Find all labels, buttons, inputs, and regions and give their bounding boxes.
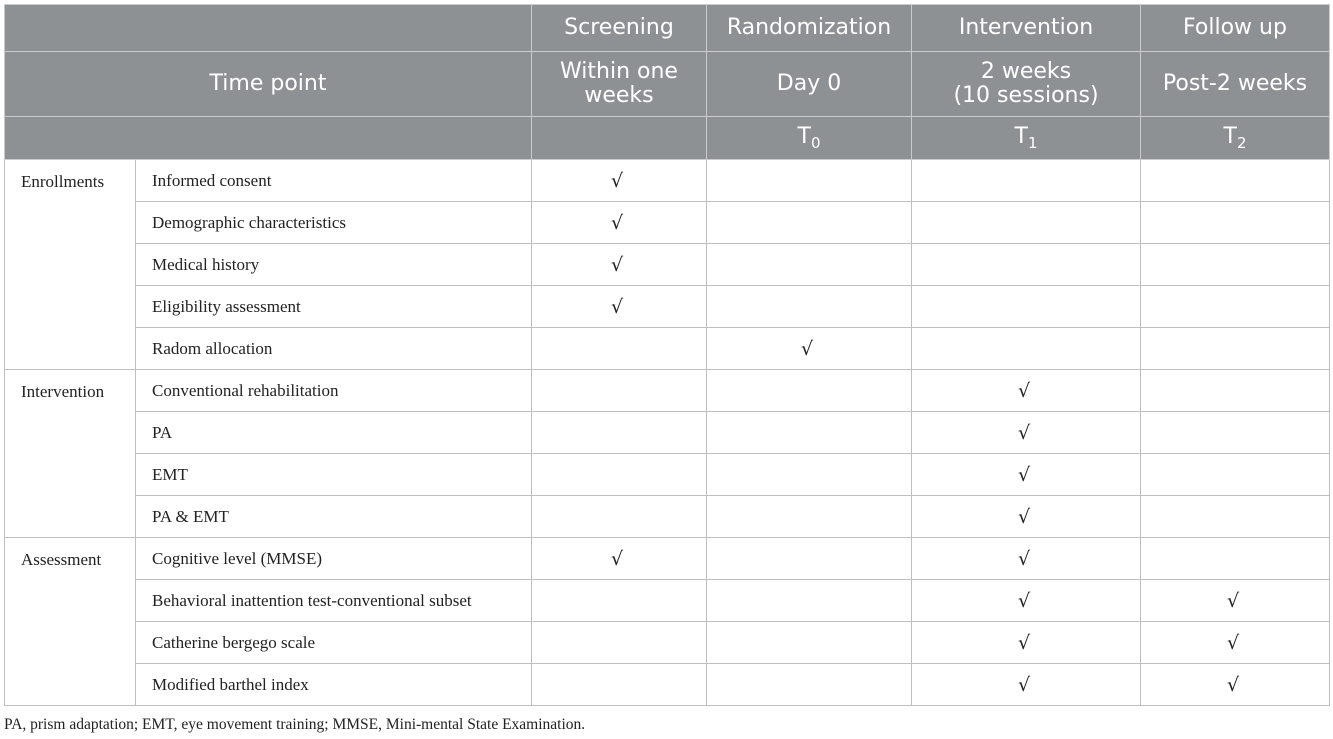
header-row-phase [5,5,1330,52]
cell-t2 [1141,538,1330,580]
header-intervention-timing-line1: 2 weeks [980,58,1072,84]
check-mark-icon: √ [1017,421,1031,444]
cell-t0 [707,580,912,622]
cell-screening [532,622,707,664]
cell-t1 [912,496,1141,538]
cell-t0 [707,664,912,706]
header-t1-sub: 1 [1027,133,1038,152]
check-mark-icon: √ [610,169,624,192]
table-header [5,5,1330,160]
cell-t1 [912,328,1141,370]
category-cell: Intervention [5,370,136,538]
cell-screening [532,538,707,580]
cell-screening [532,244,707,286]
check-mark-icon: √ [1017,631,1031,654]
cell-t0 [707,538,912,580]
check-mark-icon: √ [610,211,624,234]
table-row [5,580,1330,622]
cell-t0 [707,328,912,370]
cell-t0 [707,286,912,328]
cell-t0 [707,202,912,244]
header-phase-label [5,5,532,52]
check-mark-icon: √ [1017,589,1031,612]
cell-screening [532,496,707,538]
cell-t0 [707,622,912,664]
header-randomization: Randomization [707,5,912,52]
cell-t1 [912,580,1141,622]
cell-t2 [1141,244,1330,286]
cell-t2 [1141,286,1330,328]
check-mark-icon: √ [610,547,624,570]
cell-t2 [1141,580,1330,622]
cell-t1 [912,664,1141,706]
cell-t1 [912,160,1141,202]
schedule-table [4,4,1330,706]
cell-t0 [707,496,912,538]
item-cell: Cognitive level (MMSE) [136,538,532,580]
item-cell: PA & EMT [136,496,532,538]
check-mark-icon: √ [1226,631,1240,654]
cell-t1 [912,244,1141,286]
table-row [5,622,1330,664]
item-cell: Catherine bergego scale [136,622,532,664]
cell-t2 [1141,412,1330,454]
cell-t1 [912,622,1141,664]
item-cell: Demographic characteristics [136,202,532,244]
table-row [5,454,1330,496]
table-row [5,538,1330,580]
table-row [5,202,1330,244]
cell-t2 [1141,454,1330,496]
cell-t2 [1141,202,1330,244]
category-cell: Assessment [5,538,136,706]
cell-t0 [707,412,912,454]
cell-screening [532,202,707,244]
header-t2 [1141,117,1330,160]
table-row [5,496,1330,538]
table-row [5,664,1330,706]
header-intervention-timing-line2: (10 sessions) [953,83,1099,108]
item-cell: PA [136,412,532,454]
category-cell: Enrollments [5,160,136,370]
table-row [5,160,1330,202]
header-code-empty [5,117,532,160]
check-mark-icon: √ [1017,505,1031,528]
check-mark-icon: √ [1017,379,1031,402]
cell-t0 [707,370,912,412]
check-mark-icon: √ [800,337,814,360]
cell-screening [532,370,707,412]
cell-t1 [912,202,1141,244]
cell-t2 [1141,370,1330,412]
header-t1 [912,117,1141,160]
check-mark-icon: √ [610,295,624,318]
item-cell: Medical history [136,244,532,286]
header-row-timepoint-codes [5,117,1330,160]
check-mark-icon: √ [1017,547,1031,570]
cell-t0 [707,244,912,286]
header-screening: Screening [532,5,707,52]
cell-screening [532,328,707,370]
header-t2-base: T [1223,123,1237,149]
item-cell: Behavioral inattention test-conventional subset [136,580,532,622]
cell-t2 [1141,328,1330,370]
cell-screening [532,454,707,496]
header-screening-code [532,117,707,160]
cell-t0 [707,454,912,496]
table-row [5,328,1330,370]
cell-screening [532,664,707,706]
cell-t1 [912,412,1141,454]
table-row [5,412,1330,454]
table-row [5,370,1330,412]
header-intervention: Intervention [912,5,1141,52]
item-cell: Modified barthel index [136,664,532,706]
cell-screening [532,286,707,328]
table-row [5,244,1330,286]
check-mark-icon: √ [1017,673,1031,696]
cell-t2 [1141,496,1330,538]
header-t0-base: T [797,123,811,149]
cell-screening [532,412,707,454]
cell-t1 [912,286,1141,328]
header-followup-timing: Post-2 weeks [1141,52,1330,117]
header-row-timing [5,52,1330,117]
item-cell: Radom allocation [136,328,532,370]
check-mark-icon: √ [610,253,624,276]
cell-t2 [1141,160,1330,202]
header-followup: Follow up [1141,5,1330,52]
cell-t1 [912,370,1141,412]
item-cell: Conventional rehabilitation [136,370,532,412]
item-cell: EMT [136,454,532,496]
check-mark-icon: √ [1226,673,1240,696]
cell-t2 [1141,622,1330,664]
check-mark-icon: √ [1226,589,1240,612]
item-cell: Eligibility assessment [136,286,532,328]
cell-screening [532,580,707,622]
header-time-point: Time point [5,52,532,117]
item-cell: Informed consent [136,160,532,202]
header-randomization-timing: Day 0 [707,52,912,117]
header-intervention-timing [912,52,1141,117]
table-footnote: PA, prism adaptation; EMT, eye movement training; MMSE, Mini-mental State Examination. [4,716,586,733]
cell-t1 [912,454,1141,496]
check-mark-icon: √ [1017,463,1031,486]
header-t2-sub: 2 [1236,133,1247,152]
header-t0 [707,117,912,160]
cell-t1 [912,538,1141,580]
header-t1-base: T [1014,123,1028,149]
cell-t0 [707,160,912,202]
header-t0-sub: 0 [810,133,821,152]
table-row [5,286,1330,328]
cell-t2 [1141,664,1330,706]
cell-screening [532,160,707,202]
table-body [5,160,1330,706]
header-screening-timing: Within one weeks [532,52,707,117]
